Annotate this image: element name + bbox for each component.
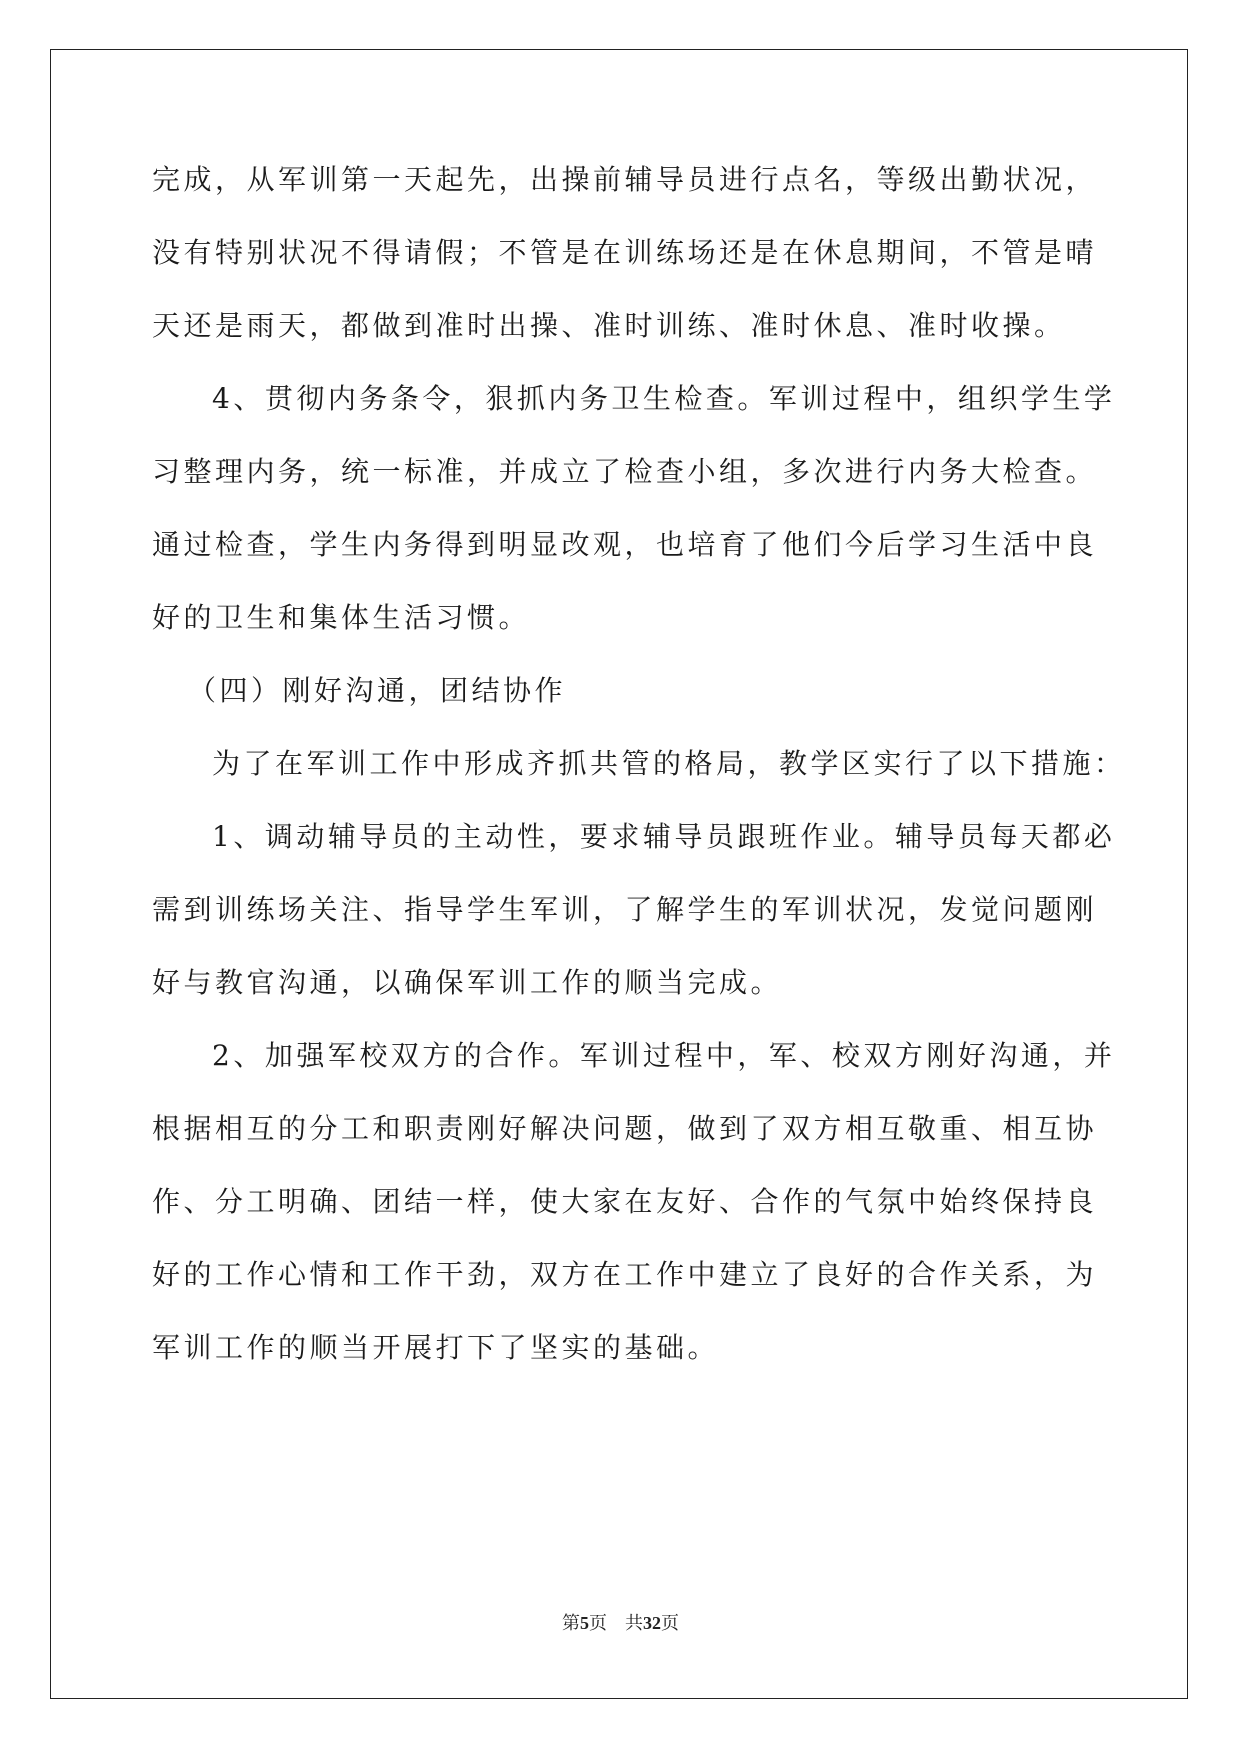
total-page-count: 32 <box>643 1613 661 1633</box>
text-line: 1、调动辅导员的主动性，要求辅导员跟班作业。辅导员每天都必 <box>212 820 1116 853</box>
footer-total-suffix: 页 <box>661 1613 679 1633</box>
footer-page-suffix: 页 <box>589 1613 607 1633</box>
page-border <box>50 49 1188 1699</box>
text-line: 习整理内务，统一标准，并成立了检查小组，多次进行内务大检查。 <box>152 455 1098 488</box>
text-line: 根据相互的分工和职责刚好解决问题，做到了双方相互敬重、相互协 <box>152 1112 1098 1145</box>
text-line: 通过检查，学生内务得到明显改观，也培育了他们今后学习生活中良 <box>152 528 1098 561</box>
text-line: 为了在军训工作中形成齐抓共管的格局，教学区实行了以下措施： <box>212 747 1126 780</box>
text-line: 军训工作的顺当开展打下了坚实的基础。 <box>152 1331 720 1364</box>
current-page-number: 5 <box>580 1613 589 1633</box>
section-heading: （四）刚好沟通，团结协作 <box>188 674 567 707</box>
text-line: 好的工作心情和工作干劲，双方在工作中建立了良好的合作关系，为 <box>152 1258 1098 1291</box>
page-footer <box>0 1611 1241 1635</box>
text-line: 2、加强军校双方的合作。军训过程中，军、校双方刚好沟通，并 <box>212 1039 1116 1072</box>
text-line: 好的卫生和集体生活习惯。 <box>152 601 531 634</box>
text-line: 完成，从军训第一天起先，出操前辅导员进行点名，等级出勤状况， <box>152 163 1098 196</box>
footer-total-prefix: 共 <box>625 1613 643 1633</box>
text-line: 好与教官沟通，以确保军训工作的顺当完成。 <box>152 966 783 999</box>
text-line: 天还是雨天，都做到准时出操、准时训练、准时休息、准时收操。 <box>152 309 1066 342</box>
text-line: 需到训练场关注、指导学生军训，了解学生的军训状况，发觉问题刚 <box>152 893 1098 926</box>
text-line: 作、分工明确、团结一样，使大家在友好、合作的气氛中始终保持良 <box>152 1185 1098 1218</box>
text-line: 没有特别状况不得请假；不管是在训练场还是在休息期间，不管是晴 <box>152 236 1098 269</box>
text-line: 4、贯彻内务条令，狠抓内务卫生检查。军训过程中，组织学生学 <box>212 382 1116 415</box>
footer-prefix: 第 <box>562 1613 580 1633</box>
